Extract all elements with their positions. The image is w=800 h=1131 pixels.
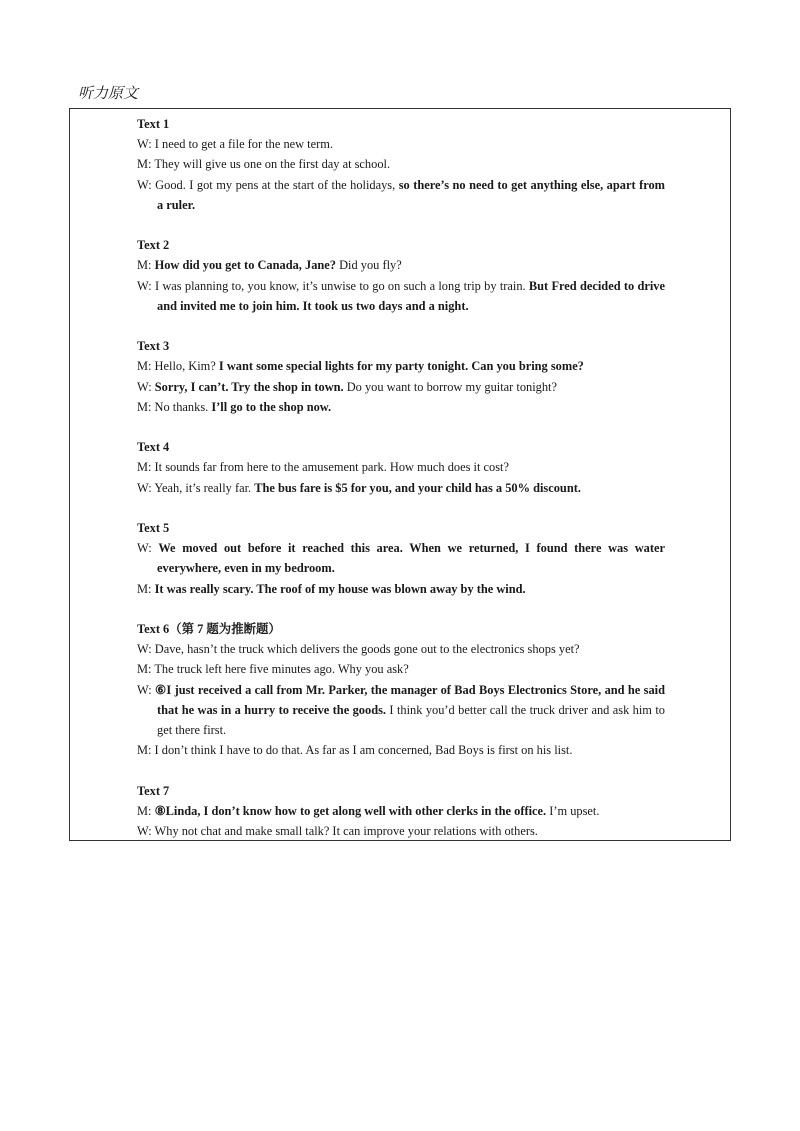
transcript-section xyxy=(137,437,665,498)
dialogue-line xyxy=(137,154,665,174)
key-phrase: How did you get to Canada, Jane? xyxy=(154,258,336,273)
dialogue-text: W: Why not chat and make small talk? It can improve your relations with others. xyxy=(137,824,538,839)
dialogue-line xyxy=(137,276,665,316)
dialogue-text: M: They will give us one on the first day at school. xyxy=(137,157,391,172)
dialogue-text: M: The truck left here five minutes ago. Why you ask? xyxy=(137,662,409,677)
transcript-section xyxy=(137,336,665,417)
key-phrase: The bus fare is $5 for you, and your child has a 50% discount. xyxy=(254,480,581,495)
dialogue-line xyxy=(137,801,665,821)
dialogue-line xyxy=(137,821,665,841)
dialogue-text: I’m upset. xyxy=(546,803,600,818)
key-phrase: Sorry, I can’t. Try the shop in town. xyxy=(154,379,344,394)
dialogue-line xyxy=(137,134,665,154)
section-title: Text 1 xyxy=(137,117,170,131)
section-title: Text 4 xyxy=(137,440,170,455)
dialogue-line xyxy=(137,175,665,215)
section-title: Text 6（第 7 题为推断题） xyxy=(137,622,281,636)
transcript-section xyxy=(137,781,665,842)
dialogue-text: W: I was planning to, you know, it’s unwise to go on such a long trip by train. xyxy=(137,278,529,293)
dialogue-text: W: Dave, hasn’t the truck which delivers the goods gone out to the electronics shops yet? xyxy=(137,642,580,657)
key-phrase: But Fred decided to drive and invited me to join him. It took us two days and a night. xyxy=(157,278,665,313)
transcript-section xyxy=(137,235,665,316)
dialogue-text: W: xyxy=(137,541,159,556)
dialogue-text: Did you fly? xyxy=(335,258,402,273)
key-phrase: I want some special lights for my party tonight. Can you bring some? xyxy=(218,359,584,374)
dialogue-line xyxy=(137,579,665,599)
dialogue-text: W: Yeah, it’s really far. xyxy=(137,480,255,495)
section-title: Text 5 xyxy=(137,521,170,535)
page-heading: 听力原文 xyxy=(78,86,139,102)
section-title: Text 7 xyxy=(137,783,170,798)
dialogue-line xyxy=(137,680,665,741)
key-phrase: so there’s no need to get anything else, apart from a ruler. xyxy=(157,177,665,212)
dialogue-line xyxy=(137,356,665,376)
dialogue-line xyxy=(137,659,665,679)
dialogue-text: M: xyxy=(137,803,155,818)
dialogue-line xyxy=(137,397,665,417)
dialogue-line xyxy=(137,255,665,275)
transcript-section xyxy=(137,619,665,760)
section-title: Text 3 xyxy=(137,339,170,354)
dialogue-text: M: No thanks. xyxy=(137,399,212,414)
dialogue-text: M: Hello, Kim? xyxy=(137,359,219,374)
key-phrase: It was really scary. The roof of my house was blown away by the wind. xyxy=(154,581,526,596)
transcript-section xyxy=(137,518,665,599)
dialogue-line xyxy=(137,639,665,659)
transcript-content xyxy=(137,114,665,841)
dialogue-text: M: It sounds far from here to the amusement park. How much does it cost? xyxy=(137,460,509,475)
section-title: Text 2 xyxy=(137,238,170,253)
dialogue-text: W: I need to get a file for the new term. xyxy=(137,137,333,152)
dialogue-line xyxy=(137,740,665,760)
key-phrase: ⑥I just received a call from Mr. Parker, the manager of Bad Boys Electronics Store, and he said that he was in a hurry to receive the goods. xyxy=(155,682,666,717)
dialogue-text: W: Good. I got my pens at the start of the holidays, xyxy=(137,177,399,192)
dialogue-text: Do you want to borrow my guitar tonight? xyxy=(343,379,558,394)
key-phrase: I’ll go to the shop now. xyxy=(211,399,332,414)
dialogue-text: M: I don’t think I have to do that. As far as I am concerned, Bad Boys is first on his list. xyxy=(137,743,573,758)
dialogue-line xyxy=(137,457,665,477)
dialogue-text: M: xyxy=(137,581,155,596)
key-phrase: We moved out before it reached this area. When we returned, I found there was water everywhere, even in my bedroom. xyxy=(157,541,666,576)
dialogue-text: M: xyxy=(137,258,155,273)
dialogue-line xyxy=(137,478,665,498)
transcript-section xyxy=(137,114,665,215)
key-phrase: ⑧Linda, I don’t know how to get along well with other clerks in the office. xyxy=(154,803,547,818)
dialogue-line xyxy=(137,538,665,578)
dialogue-line xyxy=(137,377,665,397)
dialogue-text: W: xyxy=(137,379,155,394)
dialogue-text: I think you’d better call the truck driver and ask him to get there first. xyxy=(157,702,665,738)
dialogue-text: W: xyxy=(137,682,156,697)
